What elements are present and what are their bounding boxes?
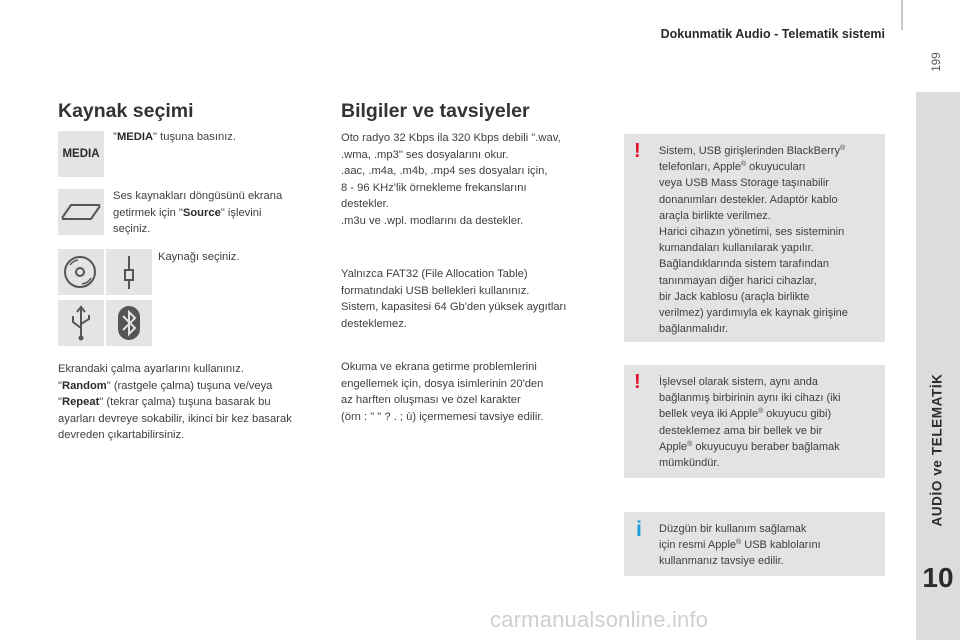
supported-formats-text: Oto radyo 32 Kbps ila 320 Kbps debili ".wav, .wma, .mp3" ses dosyalarını okur. .aac, .m4a, .m4b, .mp4 ses dosyaları için, 8 - 96 KHz'lik örnekleme frekanslarını destekler. .m3u ve .wpl. modlarını da destekler.: [341, 132, 561, 227]
section-title-info-tips: Bilgiler ve tavsiyeler: [341, 100, 530, 122]
fat32-text: Yalnızca FAT32 (File Allocation Table) formatındaki USB bellekleri kullanınız. Sistem, kapasitesi 64 Gb'den yüksek aygıtları desteklemez.: [341, 268, 567, 330]
warning-note-usb-devices: ! Sistem, USB girişlerinden BlackBerry® telefonları, Apple® okuyucuları veya USB Mass Storage taşınabilir donanımları destekler. Adaptör kablo araçla birlikte verilmez. Harici cihazın yönetimi, ses sisteminin kumandaları kullanılarak yapılır. Bağlandıklarında sistem tarafından tanınmayan diğer harici cihazlar, bir Jack kablosu (araçla birlikte verilmez) yardımıyla ek kaynak girişine bağlanmalıdır.: [624, 134, 885, 342]
chapter-side-tab: [916, 92, 960, 640]
filename-advice-text: Okuma ve ekrana getirme problemlerini engellemek için, dosya isimlerinin 20'den az harften oluşması ve özel karakter (örn : " " ? . ; ù) içermemesi tavsiye edilir.: [341, 361, 544, 423]
source-cycle-icon: [58, 189, 104, 235]
random-label: Random: [61, 379, 107, 392]
usb-icon: [58, 300, 104, 346]
chapter-number: 10: [922, 562, 954, 593]
page-number: 199: [931, 52, 943, 72]
info-note-apple-cables: i Düzgün bir kullanım sağlamak için resmi Apple® USB kablolarını kullanmanız tavsiye edilir.: [624, 512, 885, 576]
header-divider: [901, 0, 903, 30]
media-button-icon: [58, 131, 104, 177]
step-select-source: Ses kaynakları döngüsünü ekrana getirmek için "Source" işlevini seçiniz.: [113, 190, 283, 235]
bluetooth-icon: [106, 300, 152, 346]
warning-icon: !: [634, 140, 641, 162]
info-icon: i: [636, 518, 642, 541]
step-choose-source: Kaynağı seçiniz.: [158, 251, 240, 263]
warning-note-identical-devices: ! İşlevsel olarak sistem, aynı anda bağlanmış birbirinin aynı iki cihazı (iki bellek veya iki Apple® okuyucu gibi) desteklemez ama bir bellek ve bir Apple® okuyucuyu beraber bağlamak mümkündür.: [624, 365, 885, 478]
playback-settings-text: Ekrandaki çalma ayarlarını kullanınız. "Random" (rastgele çalma) tuşuna ve/veya "Repeat" (tekrar çalma) tuşuna basarak bu ayarları devreye sokabilir, ikinci bir kez basarak devreden çıkartabilirsiniz.: [58, 363, 292, 441]
chapter-side-title: AUDİO ve TELEMATİK: [929, 373, 945, 527]
repeat-label: Repeat: [61, 396, 100, 408]
step-press-media: "MEDIA" tuşuna basınız.: [113, 131, 237, 143]
cd-icon: [58, 249, 104, 295]
warning-icon: !: [634, 371, 641, 393]
section-title-source-selection: Kaynak seçimi: [58, 100, 194, 122]
watermark: carmanualsonline.info: [490, 607, 709, 632]
page-header-title: Dokunmatik Audio - Telematik sistemi: [660, 27, 885, 41]
aux-jack-icon: [106, 249, 152, 295]
media-button-label: MEDIA: [62, 148, 100, 160]
